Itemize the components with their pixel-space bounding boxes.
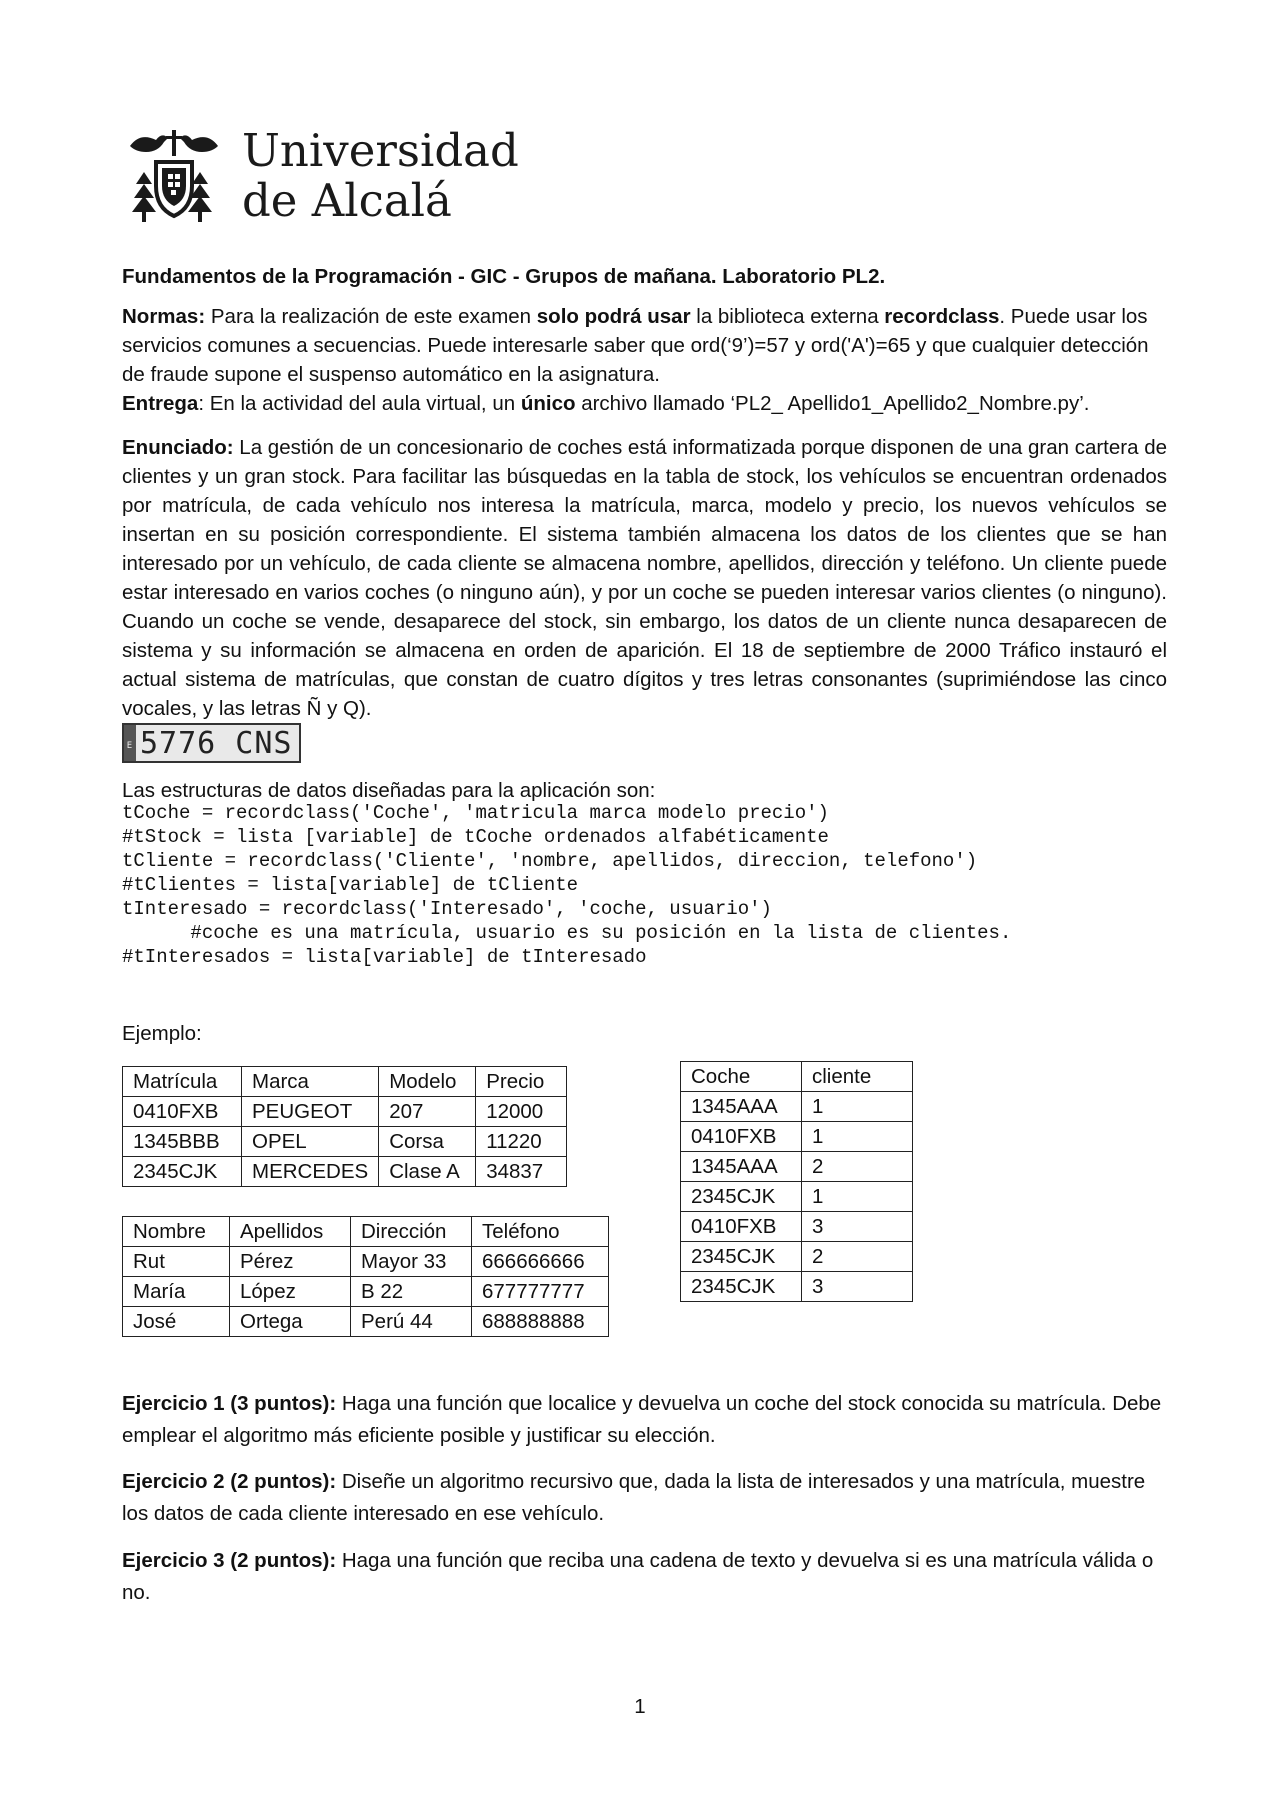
table-row [123,1247,609,1277]
plate-number: 5776 CNS [140,725,293,761]
university-crest-icon [122,124,226,228]
stock-table [122,1066,567,1187]
table-row [123,1307,609,1337]
table-cell: 688888888 [472,1307,609,1337]
table-cell: 1 [802,1092,913,1122]
table-cell: 666666666 [472,1247,609,1277]
exercise-1-text: Haga una función que localice y devuelva un coche del stock conocida su matrícula. Debe emplear el algoritmo más eficiente posible y justificar su elección. [122,1392,1162,1447]
table-row [123,1157,567,1187]
statement-paragraph [122,433,1167,723]
exercise-2 [122,1466,1167,1530]
table-cell: 12000 [476,1097,567,1127]
table-row [681,1212,913,1242]
table-cell: Dirección [351,1217,472,1247]
delivery-text-1: : En la actividad del aula virtual, un [198,392,521,415]
table-cell: Clase A [379,1157,476,1187]
table-row [681,1242,913,1272]
rules-text-1: Para la realización de este examen [205,305,537,328]
table-cell: MERCEDES [242,1157,379,1187]
exercise-3-text: Haga una función que reciba una cadena de texto y devuelva si es una matrícula válida o no. [122,1549,1154,1604]
exam-title [122,262,1167,291]
table-cell: 677777777 [472,1277,609,1307]
table-cell: 207 [379,1097,476,1127]
table-cell: B 22 [351,1277,472,1307]
table-cell: Coche [681,1062,802,1092]
rules-text-2: la biblioteca externa [690,305,885,328]
license-plate-image [122,723,1167,763]
example-label-text: Ejemplo: [122,1022,202,1045]
page-number: 1 [634,1695,646,1718]
table-row [681,1092,913,1122]
logo-line-1: Universidad [242,124,519,177]
table-cell: 1345BBB [123,1127,242,1157]
statement-label: Enunciado: [122,436,234,459]
table-cell: Matrícula [123,1067,242,1097]
table-row [123,1067,567,1097]
table-cell: López [230,1277,351,1307]
table-cell: José [123,1307,230,1337]
rules-paragraph [122,302,1167,418]
table-cell: 0410FXB [681,1212,802,1242]
table-row [681,1122,913,1152]
table-cell: 34837 [476,1157,567,1187]
example-label [122,1019,1167,1048]
table-row [681,1182,913,1212]
code-line: #tStock = lista [variable] de tCoche ordenados alfabéticamente [122,826,829,848]
table-row [681,1152,913,1182]
delivery-bold-1: único [520,392,576,415]
code-line: tCliente = recordclass('Cliente', 'nombre, apellidos, direccion, telefono') [122,850,978,872]
table-row [123,1127,567,1157]
table-cell: 1 [802,1122,913,1152]
code-line: #tInteresados = lista[variable] de tInteresado [122,946,647,968]
rules-bold-1: solo podrá usar [536,305,691,328]
table-row [123,1217,609,1247]
rules-label: Normas: [122,305,206,328]
table-cell: Nombre [123,1217,230,1247]
table-cell: Teléfono [472,1217,609,1247]
table-cell: cliente [802,1062,913,1092]
exam-title-text: Fundamentos de la Programación - GIC - Grupos de mañana. Laboratorio PL2. [122,265,886,288]
table-row [123,1277,609,1307]
plate-country-flag: E [124,725,136,761]
rules-bold-2: recordclass [884,305,1000,328]
table-cell: 2345CJK [123,1157,242,1187]
code-line: #coche es una matrícula, usuario es su posición en la lista de clientes. [122,922,1012,944]
table-cell: Marca [242,1067,379,1097]
table-cell: 11220 [476,1127,567,1157]
code-block [122,801,1167,969]
code-line: tInteresado = recordclass('Interesado', 'coche, usuario') [122,898,772,920]
table-cell: 1 [802,1182,913,1212]
statement-text: La gestión de un concesionario de coches está informatizada porque disponen de una gran cartera de clientes y un gran stock. Para facilitar las búsquedas en la tabla de stock, los vehículos se encuentran ordenados por matrícula, de cada vehículo nos interesa la matrícula, marca, modelo y precio, los nuevos vehículos se insertan en su posición correspondiente. El sistema también almacena los datos de los clientes que se han interesado por un vehículo, de cada cliente se almacena nombre, apellidos, dirección y teléfono. Un cliente puede estar interesado en varios coches (o ninguno aún), y por un coche se pueden interesar varios clientes (o ninguno). Cuando un coche se vende, desaparece del stock, sin embargo, los datos de un cliente nunca desaparecen de sistema y su información se almacena en orden de aparición. El 18 de septiembre de 2000 Tráfico instauró el actual sistema de matrículas, que constan de cuatro dígitos y tres letras consonantes (suprimiéndose las cinco vocales, y las letras Ñ y Q). [122,436,1167,720]
table-cell: Perú 44 [351,1307,472,1337]
table-cell: 3 [802,1272,913,1302]
table-cell: 0410FXB [681,1122,802,1152]
exercise-1-label: Ejercicio 1 (3 puntos): [122,1392,337,1415]
table-cell: 0410FXB [123,1097,242,1127]
table-cell: 1345AAA [681,1152,802,1182]
table-cell: 2 [802,1242,913,1272]
table-cell: PEUGEOT [242,1097,379,1127]
code-line: tCoche = recordclass('Coche', 'matricula marca modelo precio') [122,802,829,824]
license-plate [122,723,301,763]
table-row [123,1097,567,1127]
table-cell: Rut [123,1247,230,1277]
table-cell: 1345AAA [681,1092,802,1122]
table-cell: Mayor 33 [351,1247,472,1277]
university-logo [122,110,519,242]
table-cell: 3 [802,1212,913,1242]
table-cell: Corsa [379,1127,476,1157]
table-cell: 2 [802,1152,913,1182]
table-cell: Apellidos [230,1217,351,1247]
delivery-text-2: archivo llamado ‘PL2_ Apellido1_Apellido2_Nombre.py’. [575,392,1090,415]
interested-table [680,1061,913,1302]
table-cell: 2345CJK [681,1272,802,1302]
exercise-2-label: Ejercicio 2 (2 puntos): [122,1470,337,1493]
table-cell: Modelo [379,1067,476,1097]
logo-line-2: de Alcalá [242,174,452,227]
delivery-label: Entrega [122,392,199,415]
exercise-3-label: Ejercicio 3 (2 puntos): [122,1549,337,1572]
structures-intro-text: Las estructuras de datos diseñadas para la aplicación son: [122,779,656,802]
exercise-1 [122,1388,1167,1452]
rules-text-3: . Puede usar los servicios comunes a secuencias. Puede interesarle saber que ord(‘9’)=57 y ord('A')=65 y que cualquier detección de fraude supone el suspenso automático en la asignatura. [122,305,1149,386]
code-line: #tClientes = lista[variable] de tCliente [122,874,579,896]
table-cell: Ortega [230,1307,351,1337]
exercise-2-text: Diseñe un algoritmo recursivo que, dada la lista de interesados y una matrícula, muestre los datos de cada cliente interesado en ese vehículo. [122,1470,1146,1525]
clients-table [122,1216,609,1337]
table-cell: OPEL [242,1127,379,1157]
table-cell: 2345CJK [681,1182,802,1212]
table-cell: María [123,1277,230,1307]
table-cell: 2345CJK [681,1242,802,1272]
table-cell: Pérez [230,1247,351,1277]
logo-wordmark [242,126,519,226]
table-cell: Precio [476,1067,567,1097]
table-row [681,1272,913,1302]
exercise-3 [122,1545,1167,1609]
table-row [681,1062,913,1092]
